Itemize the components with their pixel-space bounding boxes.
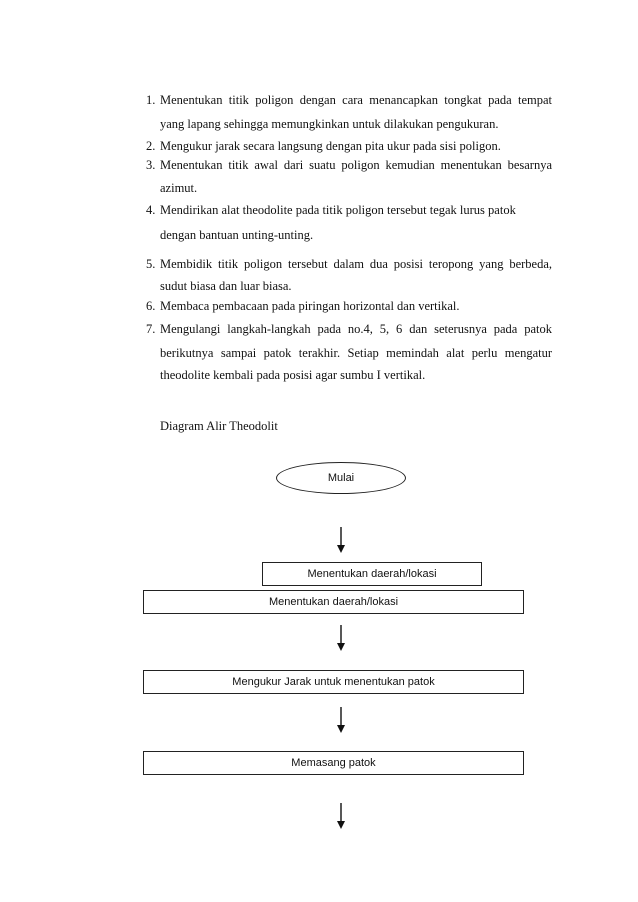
step-text-line: dengan bantuan unting-unting. (160, 228, 314, 242)
flowchart-step-label: Mengukur Jarak untuk menentukan patok (232, 676, 435, 688)
step-text-line: theodolite kembali pada posisi agar sumbu I vertikal. (160, 368, 426, 382)
flowchart-start-oval (276, 462, 406, 494)
step-text-line: Mengulangi langkah-langkah pada no.4, 5, 6 dan seterusnya pada patok (160, 322, 552, 336)
flowchart-start-label: Mulai (327, 472, 355, 484)
flowchart-step-box (143, 590, 524, 614)
step-number: 5. (146, 257, 156, 271)
flowchart-step-label: Menentukan daerah/lokasi (307, 568, 437, 580)
step-number: 2. (146, 139, 156, 153)
flowchart-step-label: Menentukan daerah/lokasi (268, 596, 399, 608)
step-text-line: berikutnya sampai patok terakhir. Setiap memindah alat perlu mengatur (160, 346, 552, 360)
flow-arrow-down-icon (333, 527, 349, 553)
step-text-line: Mengukur jarak secara langsung dengan pita ukur pada sisi poligon. (160, 139, 501, 153)
step-number: 3. (146, 158, 156, 172)
step-text-line: azimut. (160, 181, 198, 195)
step-text-line: sudut biasa dan luar biasa. (160, 279, 292, 293)
step-number: 1. (146, 93, 156, 107)
step-text-line: Membaca pembacaan pada piringan horizontal dan vertikal. (160, 299, 460, 313)
step-text-line: Menentukan titik poligon dengan cara menancapkan tongkat pada tempat (160, 93, 552, 107)
step-number: 4. (146, 203, 156, 217)
step-text-line: Membidik titik poligon tersebut dalam dua posisi teropong yang berbeda, (160, 257, 552, 271)
flowchart-step-box-overlap (262, 562, 482, 586)
step-number: 7. (146, 322, 156, 336)
numbered-steps-list (0, 0, 638, 420)
flow-arrow-down-icon (333, 625, 349, 651)
flow-arrow-down-icon (333, 803, 349, 829)
step-number: 6. (146, 299, 156, 313)
flowchart-step-label: Memasang patok (291, 757, 376, 769)
flowchart-step-box (143, 670, 524, 694)
flowchart-step-box (143, 751, 524, 775)
flow-arrow-down-icon (333, 707, 349, 733)
step-text-line: Menentukan titik awal dari suatu poligon kemudian menentukan besarnya (160, 158, 552, 172)
step-text-line: Mendirikan alat theodolite pada titik poligon tersebut tegak lurus patok (160, 203, 516, 217)
diagram-title: Diagram Alir Theodolit (160, 419, 278, 433)
step-text-line: yang lapang sehingga memungkinkan untuk dilakukan pengukuran. (160, 117, 499, 131)
